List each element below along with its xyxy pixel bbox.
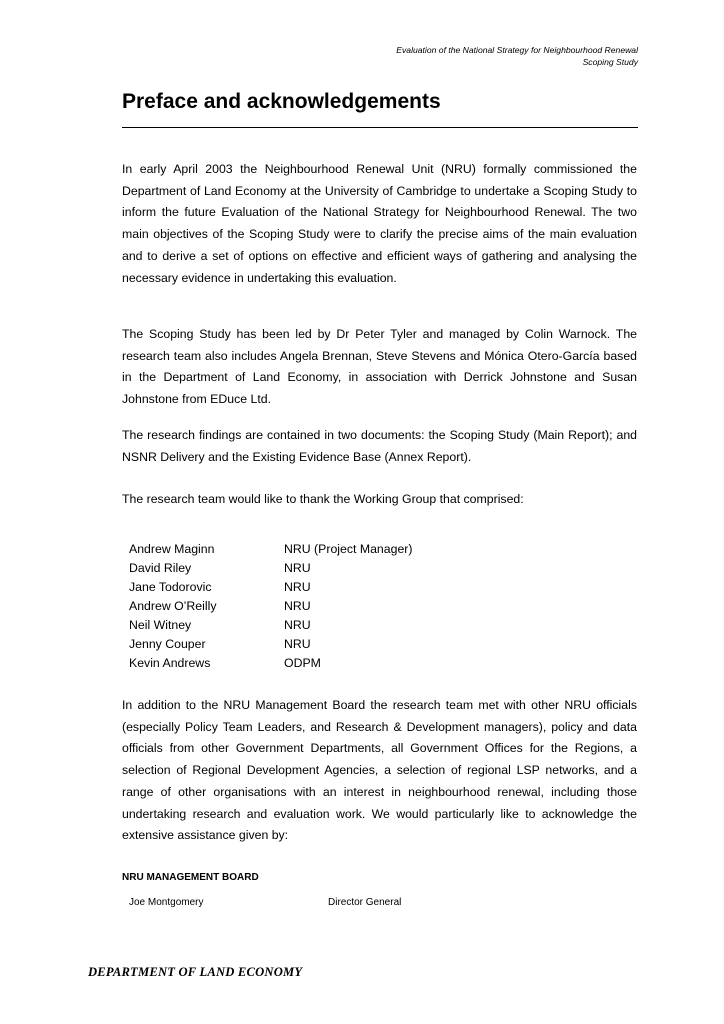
paragraph-additional-thanks: In addition to the NRU Management Board the research team met with other NRU officials (especially Policy Team Leaders, and Research & Development managers), policy and data officials from other Government Departments, all Government Offices for the Regions, a selection of Regional Development Agencies, a selection of regional LSP networks, and a range of other organisations with an interest in neighbourhood renewal, including those undertaking research and evaluation work. We would particularly like to acknowledge the extensive assistance given by: <box>122 698 637 843</box>
page-footer: DEPARTMENT OF LAND ECONOMY <box>88 965 303 979</box>
member-name: Kevin Andrews <box>129 656 211 670</box>
working-group-row <box>129 597 412 616</box>
working-group-list <box>129 540 412 673</box>
paragraph-commission: In early April 2003 the Neighbourhood Renewal Unit (NRU) formally commissioned the Department of Land Economy at the University of Cambridge to undertake a Scoping Study to inform the future Evaluation of the National Strategy for Neighbourhood Renewal. The two main objectives of the Scoping Study were to clarify the precise aims of the main evaluation and to derive a set of options on effective and efficient ways of gathering and analysing the necessary evidence in undertaking this evaluation. <box>122 162 637 285</box>
member-name: Jenny Couper <box>129 637 206 651</box>
running-header <box>218 44 638 68</box>
board-member-name: Joe Montgomery <box>129 897 204 908</box>
member-name: David Riley <box>129 561 192 575</box>
working-group-row <box>129 559 412 578</box>
member-role: NRU <box>284 561 311 575</box>
member-name: Andrew Maginn <box>129 542 215 556</box>
running-header-subtitle: Scoping Study <box>582 57 638 67</box>
board-member-role: Director General <box>328 897 402 908</box>
member-name: Neil Witney <box>129 618 192 632</box>
working-group-row <box>129 578 412 597</box>
member-role: ODPM <box>284 656 321 670</box>
member-name: Andrew O’Reilly <box>129 599 217 613</box>
member-role: NRU <box>284 580 311 594</box>
board-heading: NRU MANAGEMENT BOARD <box>122 872 259 883</box>
member-role: NRU <box>284 637 311 651</box>
title-divider <box>122 127 638 128</box>
paragraph-working-group-intro: The research team would like to thank the Working Group that comprised: <box>122 492 524 506</box>
paragraph-research-team: The Scoping Study has been led by Dr Peter Tyler and managed by Colin Warnock. The research team also includes Angela Brennan, Steve Stevens and Mónica Otero-García based in the Department of Land Economy, in association with Derrick Johnstone and Susan Johnstone from EDuce Ltd. <box>122 327 637 407</box>
working-group-row <box>129 654 412 673</box>
member-role: NRU <box>284 618 311 632</box>
working-group-row <box>129 540 412 559</box>
running-header-title: Evaluation of the National Strategy for Neighbourhood Renewal <box>396 45 638 55</box>
member-role: NRU <box>284 599 311 613</box>
member-name: Jane Todorovic <box>129 580 212 594</box>
paragraph-documents: The research findings are contained in two documents: the Scoping Study (Main Report); and NSNR Delivery and the Existing Evidence Base (Annex Report). <box>122 428 637 464</box>
member-role: NRU (Project Manager) <box>284 542 413 556</box>
board-member-row <box>129 896 401 910</box>
working-group-row <box>129 616 412 635</box>
page-title: Preface and acknowledgements <box>122 90 441 113</box>
working-group-row <box>129 635 412 654</box>
